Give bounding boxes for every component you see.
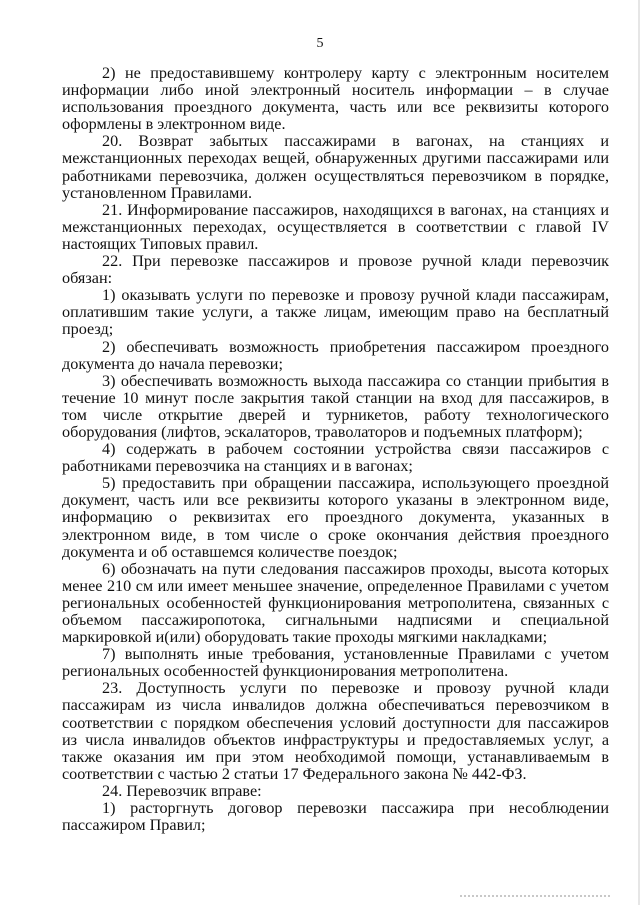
paragraph-22-item-1: 1) оказывать услуги по перевозке и провозу ручной клади пассажирам, оплатившим такие услуги, а также лицам, имеющим право на бесплатный проезд; [62, 286, 609, 339]
paragraph-20-forgotten-items: 20. Возврат забытых пассажирами в вагонах, на станциях и межстанционных переходах вещей, обнаруженных другими пассажирами или работниками перевозчика, должен осуществляться перевозчиком в порядке, установленном Правилами. [62, 132, 609, 202]
paragraph-21-informing: 21. Информирование пассажиров, находящихся в вагонах, на станциях и межстанционных переходах, осуществляется в соответствии с главой IV настоящих Типовых правил. [62, 200, 609, 253]
paragraph-22-item-4: 4) содержать в рабочем состоянии устройства связи пассажиров с работниками перевозчика на станциях и в вагонах; [62, 440, 609, 476]
paragraph-22-item-5: 5) предоставить при обращении пассажира, использующего проездной документ, часть или все реквизиты которого указаны в электронном виде, информацию о реквизитах его проездного документа, указанных в электронном виде, в том числе о сроке окончания действия проездного документа и об оставшемся количестве поездок; [62, 474, 609, 561]
page-number: 5 [316, 36, 324, 51]
paragraph-22-item-7: 7) выполнять иные требования, установленные Правилами с учетом региональных особенностей функционирования метрополитена. [62, 645, 609, 681]
document-body [62, 65, 609, 834]
paragraph-24-rights: 24. Перевозчик вправе: [102, 781, 262, 800]
paragraph-22-obligations: 22. При перевозке пассажиров и провозе ручной клади перевозчик обязан: [62, 252, 609, 288]
paragraph-2-contract-card: 2) не предоставившему контролеру карту с электронным носителем информации либо иной электронный носитель информации – в случае использования проездного документа, часть или все реквизиты которого оформлены в электронном виде. [62, 64, 609, 134]
paragraph-23-accessibility: 23. Доступность услуги по перевозке и провозу ручной клади пассажирам из числа инвалидов должна обеспечиваться перевозчиком в соответствии с порядком обеспечения условий доступности для пассажиров из числа инвалидов объектов инфраструктуры и предоставляемых услуг, а также оказания им при этом необходимой помощи, устанавливаемым в соответствии с частью 2 статьи 17 Федерального закона № 442-ФЗ. [62, 679, 609, 783]
scan-artifact-dots [460, 895, 610, 903]
paragraph-24-item-1: 1) расторгнуть договор перевозки пассажира при несоблюдении пассажиром Правил; [62, 799, 609, 835]
paragraph-22-item-3: 3) обеспечивать возможность выхода пассажира со станции прибытия в течение 10 минут после закрытия такой станции на вход для пассажиров, в том числе открытие дверей и турникетов, работу технологического оборудования (лифтов, эскалаторов, траволаторов и подъемных платформ); [62, 371, 609, 441]
paragraph-22-item-2: 2) обеспечивать возможность приобретения пассажиром проездного документа до начала перевозки; [62, 337, 609, 373]
paragraph-22-item-6: 6) обозначать на пути следования пассажиров проходы, высота которых менее 210 см или имеет меньшее значение, определенное Правилами с учетом региональных особенностей функционирования метрополитена, связанных с объемом пассажиропотока, сигнальными надписями и специальной маркировкой и(или) оборудовать такие проходы мягкими накладками; [62, 559, 609, 647]
